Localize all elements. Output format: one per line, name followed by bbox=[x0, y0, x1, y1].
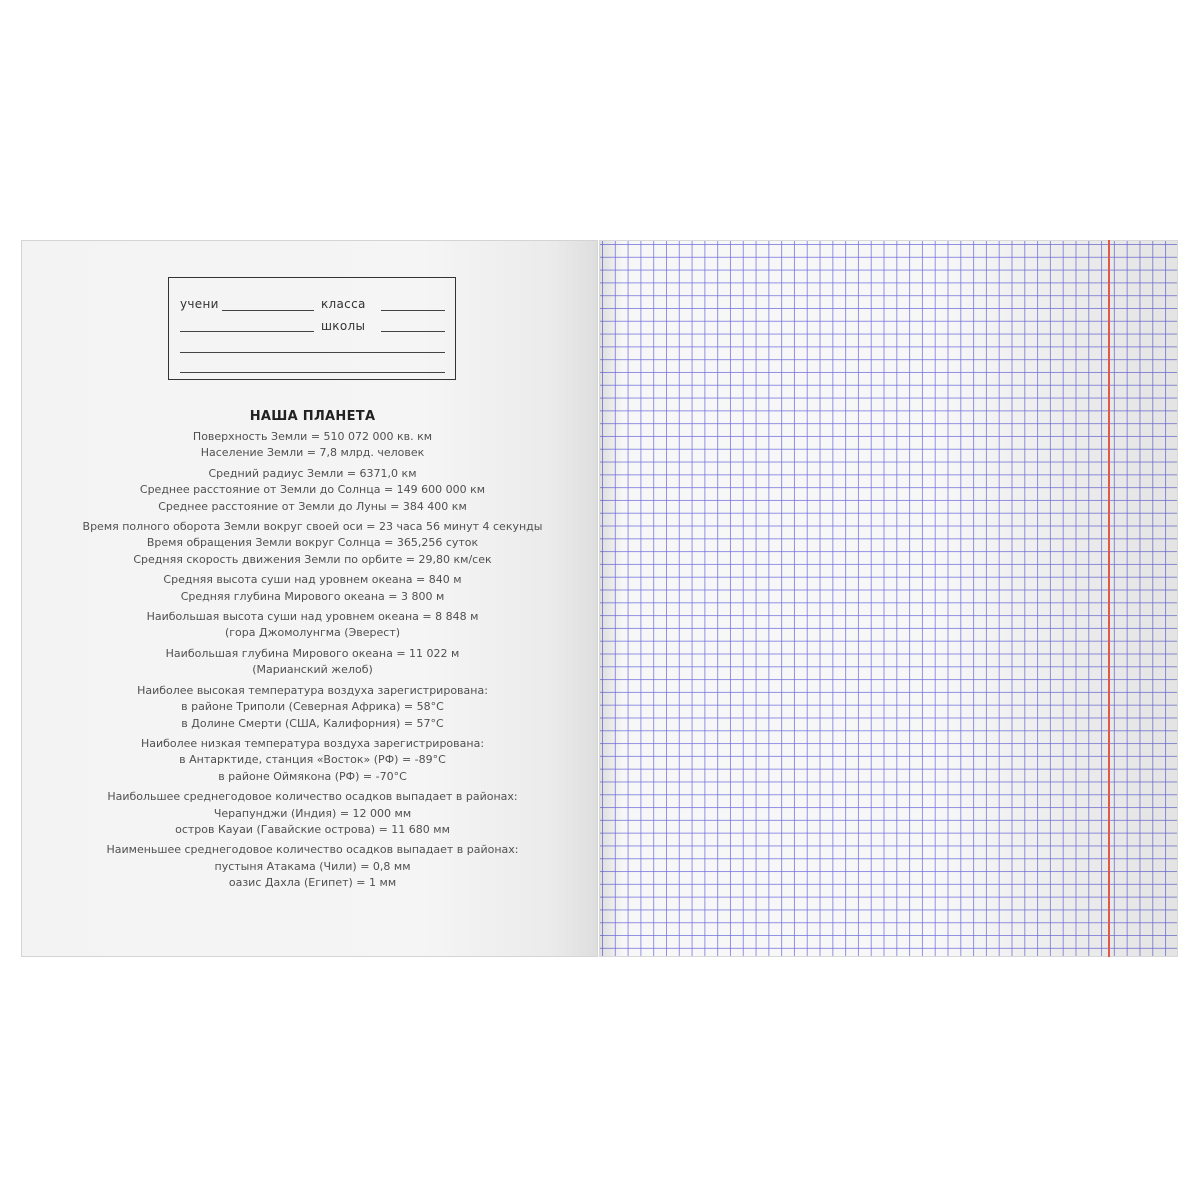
fact-group bbox=[60, 683, 565, 732]
name-label-box bbox=[168, 277, 456, 380]
fact-line: в Антарктиде, станция «Восток» (РФ) = -89°С bbox=[179, 753, 446, 767]
fact-line: Средняя скорость движения Земли по орбите = 29,80 км/сек bbox=[133, 552, 492, 566]
fact-group bbox=[60, 842, 565, 891]
fact-group bbox=[60, 519, 565, 568]
student-label: учени bbox=[180, 297, 219, 311]
fact-group bbox=[60, 646, 565, 679]
fact-line: Наибольшая высота суши над уровнем океана = 8 848 м bbox=[146, 610, 479, 624]
fact-line: Средняя глубина Мирового океана = 3 800 м bbox=[180, 589, 445, 603]
right-page-grid-paper bbox=[599, 240, 1178, 957]
fact-group bbox=[60, 429, 565, 462]
fact-line: Среднее расстояние от Земли до Солнца = 149 600 000 км bbox=[139, 483, 486, 497]
fact-line: Наибольшее среднегодовое количество осадков выпадает в районах: bbox=[107, 790, 518, 804]
fact-line: Черапунджи (Индия) = 12 000 мм bbox=[213, 806, 412, 820]
fact-line: Население Земли = 7,8 млрд. человек bbox=[200, 446, 425, 460]
facts-title: НАША ПЛАНЕТА bbox=[249, 409, 376, 424]
margin-line bbox=[1108, 240, 1110, 957]
fact-line: (Марианский желоб) bbox=[252, 663, 373, 677]
class-line bbox=[381, 310, 445, 311]
school-label: школы bbox=[321, 319, 366, 333]
blank-line-1 bbox=[180, 352, 445, 353]
fact-line: Наименьшее среднегодовое количество осадков выпадает в районах: bbox=[106, 843, 519, 857]
fact-line: (гора Джомолунгма (Эверест) bbox=[224, 626, 401, 640]
fact-line: Поверхность Земли = 510 072 000 кв. км bbox=[192, 430, 433, 443]
fact-line: Среднее расстояние от Земли до Луны = 384 400 км bbox=[158, 499, 467, 513]
fact-line: Средняя высота суши над уровнем океана = 840 м bbox=[163, 573, 462, 587]
blank-line-2 bbox=[180, 372, 445, 373]
planet-facts bbox=[60, 408, 565, 896]
fact-line: Наиболее высокая температура воздуха зарегистрирована: bbox=[137, 683, 488, 697]
fact-line: в районе Оймякона (РФ) = -70°С bbox=[218, 769, 407, 783]
fact-group bbox=[60, 572, 565, 605]
fact-line: Время обращения Земли вокруг Солнца = 365,256 суток bbox=[146, 536, 479, 550]
name-line bbox=[180, 331, 314, 332]
school-line bbox=[381, 331, 445, 332]
fact-group bbox=[60, 789, 565, 838]
fact-group bbox=[60, 466, 565, 515]
fact-line: пустыня Атакама (Чили) = 0,8 мм bbox=[214, 859, 411, 873]
fact-line: оазис Дахла (Египет) = 1 мм bbox=[228, 876, 397, 890]
fact-line: в Долине Смерти (США, Калифорния) = 57°С bbox=[181, 716, 444, 730]
fact-line: Время полного оборота Земли вокруг своей оси = 23 часа 56 минут 4 секунды bbox=[82, 520, 543, 534]
fact-line: Средний радиус Земли = 6371,0 км bbox=[208, 466, 417, 480]
fact-line: в районе Триполи (Северная Африка) = 58°С bbox=[181, 700, 444, 714]
fact-line: остров Кауаи (Гавайские острова) = 11 680 мм bbox=[175, 822, 450, 836]
fact-line: Наибольшая глубина Мирового океана = 11 022 м bbox=[165, 646, 460, 660]
student-line bbox=[222, 310, 314, 311]
class-label: класса bbox=[321, 297, 366, 311]
fact-group bbox=[60, 736, 565, 785]
fact-group bbox=[60, 609, 565, 642]
fact-line: Наиболее низкая температура воздуха зарегистрирована: bbox=[140, 736, 485, 750]
